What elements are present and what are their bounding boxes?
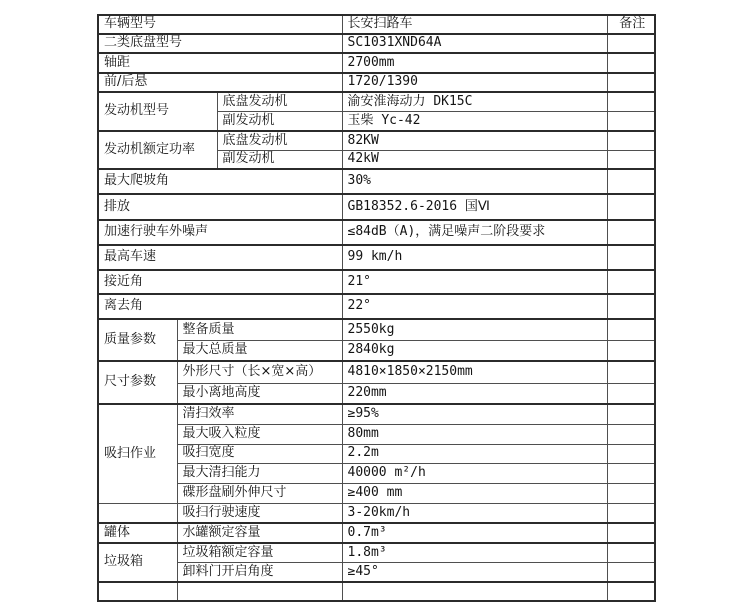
spec-sublabel: 副发动机 xyxy=(217,111,342,131)
spec-value: 3-20km/h xyxy=(342,503,607,523)
spec-label: 排放 xyxy=(98,194,342,220)
spec-value: 长安扫路车 xyxy=(342,15,607,34)
spec-value: SC1031XND64A xyxy=(342,34,607,53)
remark-cell xyxy=(607,294,655,319)
empty-cell xyxy=(607,582,655,601)
spec-value: 1.8m³ xyxy=(342,543,607,562)
remark-header: 备注 xyxy=(607,15,655,34)
spec-sublabel: 最大吸入粒度 xyxy=(177,424,342,444)
remark-cell xyxy=(607,404,655,424)
spec-value: 2700mm xyxy=(342,53,607,73)
remark-cell xyxy=(607,53,655,73)
spec-sublabel: 最大清扫能力 xyxy=(177,463,342,483)
spec-value: ≥95% xyxy=(342,404,607,424)
spec-sublabel: 吸扫行驶速度 xyxy=(177,503,342,523)
remark-cell xyxy=(607,483,655,503)
spec-label: 最高车速 xyxy=(98,245,342,270)
remark-cell xyxy=(607,444,655,463)
remark-cell xyxy=(607,523,655,543)
remark-cell xyxy=(607,361,655,383)
remark-cell xyxy=(607,150,655,169)
spec-sublabel: 清扫效率 xyxy=(177,404,342,424)
spec-label: 离去角 xyxy=(98,294,342,319)
spec-value: 渝安淮海动力 DK15C xyxy=(342,92,607,111)
spec-sublabel: 副发动机 xyxy=(217,150,342,169)
remark-cell xyxy=(607,131,655,150)
spec-sublabel: 垃圾箱额定容量 xyxy=(177,543,342,562)
spec-sublabel: 最大总质量 xyxy=(177,340,342,361)
spec-label: 轴距 xyxy=(98,53,342,73)
remark-cell xyxy=(607,194,655,220)
spec-value: 21° xyxy=(342,270,607,294)
spec-value: 4810×1850×2150mm xyxy=(342,361,607,383)
remark-cell xyxy=(607,92,655,111)
spec-sublabel: 底盘发动机 xyxy=(217,92,342,111)
remark-cell xyxy=(607,503,655,523)
remark-cell xyxy=(607,340,655,361)
spec-group-label: 质量参数 xyxy=(98,319,177,361)
remark-cell xyxy=(607,245,655,270)
spec-sublabel: 最小离地高度 xyxy=(177,383,342,404)
spec-value: 2550kg xyxy=(342,319,607,340)
spec-group-label: 垃圾箱 xyxy=(98,543,177,582)
spec-group-label: 发动机额定功率 xyxy=(98,131,217,169)
spec-sublabel: 外形尺寸（长×宽×高） xyxy=(177,361,342,383)
remark-cell xyxy=(607,424,655,444)
spec-value: 99 km/h xyxy=(342,245,607,270)
spec-value: 1720/1390 xyxy=(342,73,607,92)
spec-value: 80mm xyxy=(342,424,607,444)
remark-cell xyxy=(607,270,655,294)
empty-cell xyxy=(342,582,607,601)
spec-group-label: 发动机型号 xyxy=(98,92,217,131)
spec-sublabel: 底盘发动机 xyxy=(217,131,342,150)
spec-value: 2.2m xyxy=(342,444,607,463)
spec-label: 二类底盘型号 xyxy=(98,34,342,53)
spec-label: 前/后悬 xyxy=(98,73,342,92)
remark-cell xyxy=(607,562,655,582)
remark-cell xyxy=(607,220,655,245)
remark-cell xyxy=(607,111,655,131)
remark-cell xyxy=(607,463,655,483)
empty-cell xyxy=(98,503,177,523)
spec-value: GB18352.6-2016 国Ⅵ xyxy=(342,194,607,220)
spec-label: 车辆型号 xyxy=(98,15,342,34)
spec-sublabel: 卸料门开启角度 xyxy=(177,562,342,582)
spec-label: 接近角 xyxy=(98,270,342,294)
spec-group-label: 尺寸参数 xyxy=(98,361,177,404)
spec-sublabel: 吸扫宽度 xyxy=(177,444,342,463)
spec-value: 42kW xyxy=(342,150,607,169)
remark-cell xyxy=(607,73,655,92)
spec-value: 22° xyxy=(342,294,607,319)
remark-cell xyxy=(607,319,655,340)
spec-group-label: 吸扫作业 xyxy=(98,404,177,503)
spec-value: 30% xyxy=(342,169,607,194)
remark-cell xyxy=(607,543,655,562)
spec-value: ≥400 mm xyxy=(342,483,607,503)
empty-cell xyxy=(177,582,342,601)
spec-value: 40000 m²/h xyxy=(342,463,607,483)
spec-group-label: 罐体 xyxy=(98,523,177,543)
spec-value: 玉柴 Yc-42 xyxy=(342,111,607,131)
spec-value: ≥45° xyxy=(342,562,607,582)
spec-sublabel: 整备质量 xyxy=(177,319,342,340)
spec-value: 82KW xyxy=(342,131,607,150)
empty-cell xyxy=(98,582,177,601)
remark-cell xyxy=(607,34,655,53)
spec-sublabel: 水罐额定容量 xyxy=(177,523,342,543)
spec-label: 最大爬坡角 xyxy=(98,169,342,194)
spec-value: 0.7m³ xyxy=(342,523,607,543)
spec-value: 220mm xyxy=(342,383,607,404)
spec-value: ≤84dB（A)，满足噪声二阶段要求 xyxy=(342,220,607,245)
remark-cell xyxy=(607,169,655,194)
spec-label: 加速行驶车外噪声 xyxy=(98,220,342,245)
spec-value: 2840kg xyxy=(342,340,607,361)
remark-cell xyxy=(607,383,655,404)
spec-sublabel: 碟形盘刷外伸尺寸 xyxy=(177,483,342,503)
vehicle-spec-table xyxy=(97,14,656,602)
